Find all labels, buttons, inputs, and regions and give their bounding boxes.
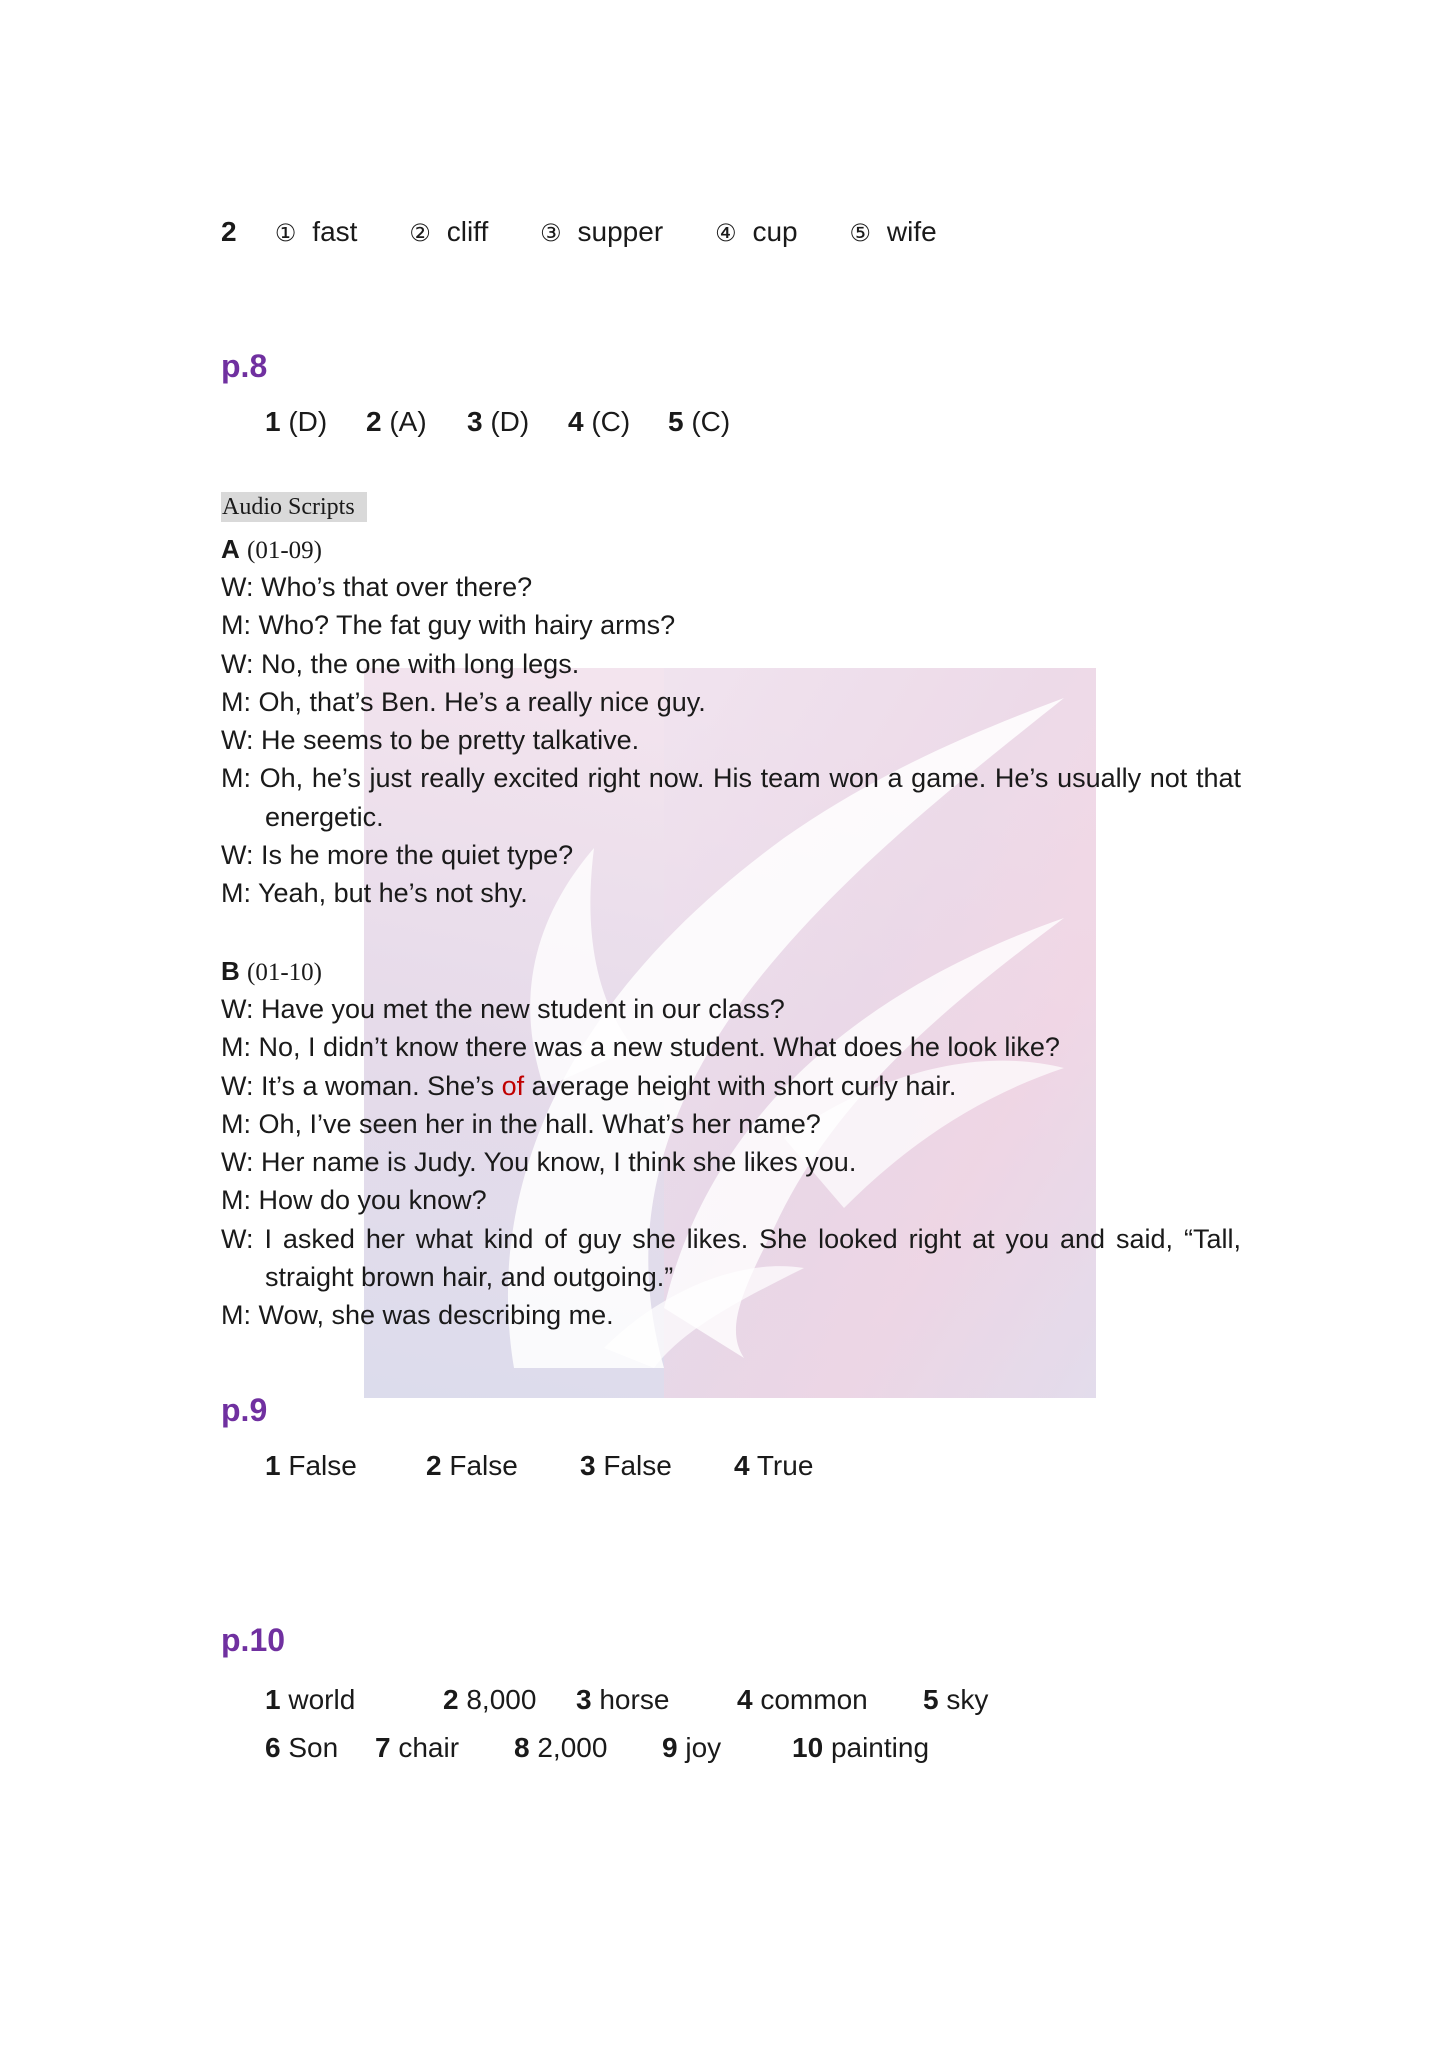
answer-value: (D) (490, 406, 530, 437)
circled-number-1: ① (274, 219, 297, 247)
answer-value: joy (685, 1732, 722, 1763)
option-word: supper (577, 216, 664, 247)
answer-value: chair (398, 1732, 460, 1763)
answer-item (265, 406, 366, 438)
answer-number: 4 (737, 1684, 753, 1715)
section-heading-p8: p.8 (221, 348, 268, 384)
answer-number: 3 (580, 1450, 596, 1481)
dialogue-line: M: Oh, I’ve seen her in the hall. What’s her name? (221, 1108, 821, 1139)
circled-number-2: ② (409, 219, 431, 247)
answer-item (737, 1684, 923, 1716)
answer-item (576, 1684, 737, 1716)
dialogue-line: W: Have you met the new student in our class? (221, 994, 785, 1024)
answer-number: 1 (265, 406, 281, 437)
answer-item (668, 406, 730, 438)
answer-value: (D) (288, 406, 328, 437)
dialogue-line: M: Oh, he’s just really excited right now. His team won a game. He’s usually not that energetic. (221, 763, 1241, 832)
track-code: (01-10) (247, 959, 322, 986)
answer-item (662, 1732, 792, 1764)
p10-answers-row-1 (265, 1684, 988, 1716)
answer-item (792, 1732, 929, 1764)
answer-value: (A) (389, 406, 427, 437)
answer-number: 5 (668, 406, 684, 437)
option-4 (715, 216, 798, 248)
answer-number: 8 (514, 1732, 530, 1763)
dialogue-line: W: No, the one with long legs. (221, 648, 580, 679)
answer-item (265, 1684, 443, 1716)
answer-value: horse (599, 1684, 670, 1715)
answer-value: sky (946, 1684, 989, 1715)
answer-item (568, 406, 668, 438)
answer-number: 5 (923, 1684, 939, 1715)
question-number: 2 (221, 216, 237, 247)
answer-number: 7 (375, 1732, 391, 1763)
option-word: cup (752, 216, 798, 247)
p9-answers (265, 1450, 813, 1482)
circled-number-5: ⑤ (849, 219, 871, 247)
answer-item (923, 1684, 988, 1716)
answer-number: 10 (792, 1732, 824, 1763)
dialogue-line (221, 1067, 1241, 1105)
section-heading-p9: p.9 (221, 1392, 268, 1428)
option-3 (540, 216, 663, 248)
answer-number: 2 (443, 1684, 459, 1715)
answer-number: 3 (467, 406, 483, 437)
answer-number: 2 (366, 406, 382, 437)
option-word: cliff (446, 216, 489, 247)
answer-item (580, 1450, 734, 1482)
answer-value: painting (830, 1732, 930, 1763)
dialogue-line: W: Is he more the quiet type? (221, 840, 574, 871)
answer-value: 8,000 (466, 1684, 537, 1715)
answer-value: 2,000 (537, 1732, 608, 1763)
section-heading-p10: p.10 (221, 1622, 286, 1658)
answer-item (514, 1732, 662, 1764)
answer-number: 4 (568, 406, 584, 437)
dialogue-line: M: No, I didn’t know there was a new student. What does he look like? (221, 1032, 1060, 1063)
highlighted-word: of (501, 1070, 525, 1101)
answer-item (265, 1732, 375, 1764)
script-letter: B (221, 956, 240, 986)
option-word: fast (312, 216, 358, 247)
p10-answers-row-2 (265, 1732, 929, 1764)
dialogue-line: W: Her name is Judy. You know, I think she likes you. (221, 1147, 857, 1178)
answer-item (734, 1450, 813, 1482)
option-5 (849, 216, 936, 248)
dialogue-line: W: I asked her what kind of guy she likes. She looked right at you and said, “Tall, straight brown hair, and outgoing.” (221, 1223, 1241, 1293)
script-a-heading (221, 534, 322, 565)
answer-number: 4 (734, 1450, 750, 1481)
dialogue-line: M: How do you know? (221, 1185, 487, 1216)
answer-item (265, 1450, 426, 1482)
dialogue-line: W: Who’s that over there? (221, 572, 533, 602)
answer-item (443, 1684, 576, 1716)
answer-item (426, 1450, 580, 1482)
answer-number: 6 (265, 1732, 281, 1763)
dialogue-line: M: Yeah, but he’s not shy. (221, 878, 528, 909)
script-a-text (221, 568, 1241, 913)
circled-number-4: ④ (714, 219, 737, 247)
answer-value: (C) (591, 406, 631, 437)
circled-number-3: ③ (540, 219, 562, 247)
dialogue-line: M: Who? The fat guy with hairy arms? (221, 610, 676, 641)
dialogue-text: average height with short curly hair. (524, 1070, 957, 1101)
dialogue-line: M: Wow, she was describing me. (221, 1300, 614, 1331)
question-2-line (221, 216, 981, 248)
answer-value: False (449, 1450, 518, 1481)
dialogue-line: M: Oh, that’s Ben. He’s a really nice guy. (221, 686, 706, 717)
answer-item (467, 406, 568, 438)
script-b-heading (221, 956, 322, 987)
audio-scripts-label: Audio Scripts (221, 492, 367, 522)
answer-number: 2 (426, 1450, 442, 1481)
option-2 (409, 216, 488, 248)
answer-number: 3 (576, 1684, 592, 1715)
track-code: (01-09) (247, 537, 322, 564)
answer-item (375, 1732, 514, 1764)
option-word: wife (886, 216, 937, 247)
answer-value: common (760, 1684, 868, 1715)
dialogue-text: W: It’s a woman. She’s (221, 1070, 502, 1101)
answer-value: world (288, 1684, 356, 1715)
dialogue-line: W: He seems to be pretty talkative. (221, 725, 640, 756)
answer-value: Son (288, 1732, 339, 1763)
answer-value: False (288, 1450, 357, 1481)
script-letter: A (221, 534, 240, 564)
option-1 (275, 216, 358, 248)
answer-item (366, 406, 467, 438)
p8-answers (265, 406, 730, 438)
answer-value: True (756, 1450, 814, 1481)
script-b-text (221, 990, 1241, 1335)
answer-value: (C) (691, 406, 731, 437)
answer-number: 9 (662, 1732, 678, 1763)
answer-number: 1 (265, 1450, 281, 1481)
answer-number: 1 (265, 1684, 281, 1715)
answer-value: False (603, 1450, 672, 1481)
